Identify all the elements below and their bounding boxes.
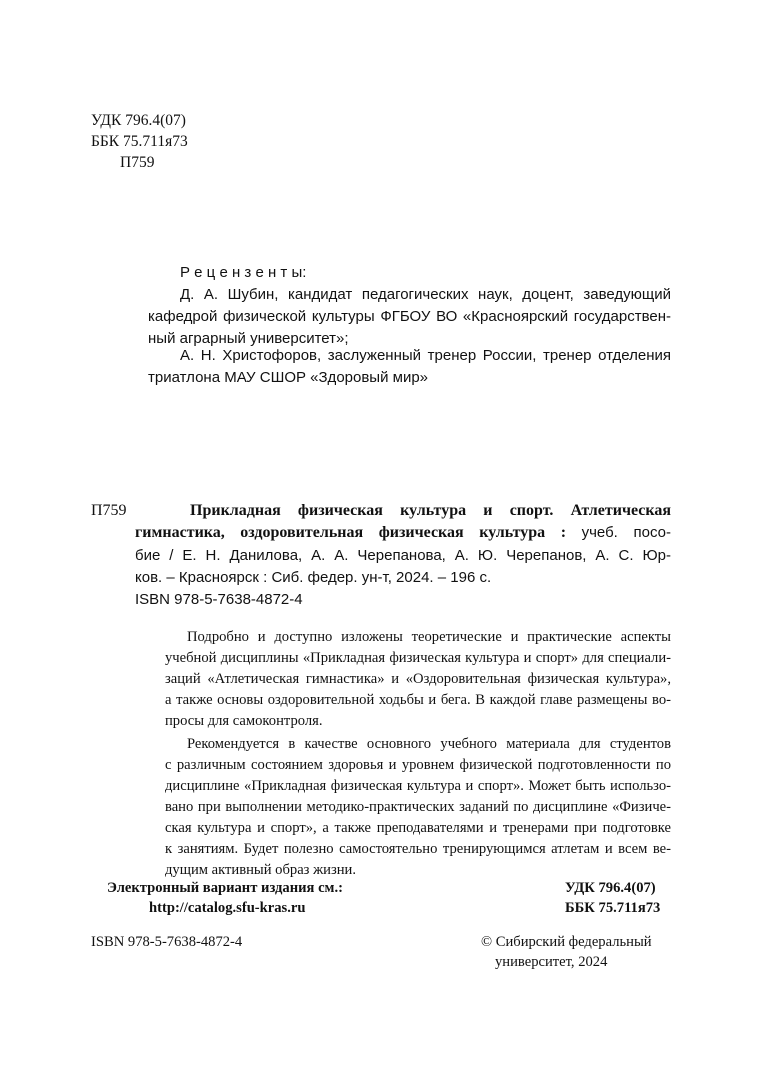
annotation-line: Рекомендуется в качестве основного учебного материала для студентов bbox=[187, 736, 671, 752]
biblio-title-line-2-bold: гимнастика, оздоровительная физическая культура : bbox=[135, 524, 567, 541]
biblio-publisher-line: ков. – Красноярск : Сиб. федер. ун-т, 2024. – 196 с. bbox=[135, 569, 492, 586]
reviewers-heading: Р е ц е н з е н т ы: bbox=[180, 264, 307, 281]
annotation-line: к занятиям. Будет полезно самостоятельно тренирующимся атлетам и всем ве- bbox=[165, 841, 671, 857]
biblio-authors-line: бие / Е. Н. Данилова, А. А. Черепанова, А. Ю. Черепанов, А. С. Юр- bbox=[135, 547, 671, 564]
reviewer-line: триатлона МАУ СШОР «Здоровый мир» bbox=[148, 369, 429, 386]
electronic-version-url[interactable]: http://catalog.sfu-kras.ru bbox=[149, 900, 306, 916]
biblio-isbn: ISBN 978-5-7638-4872-4 bbox=[135, 591, 303, 608]
bbk-code: ББК 75.711я73 bbox=[91, 133, 188, 150]
annotation-line: дущим активный образ жизни. bbox=[165, 862, 357, 878]
biblio-mark: П759 bbox=[91, 502, 127, 519]
biblio-title-line-2-rest: учеб. посо- bbox=[581, 524, 671, 541]
annotation-line: учебной дисциплины «Прикладная физическая культура и спорт» для специали- bbox=[165, 650, 671, 666]
reviewer-line: Д. А. Шубин, кандидат педагогических наук, доцент, заведующий bbox=[180, 286, 671, 303]
footer-bbk-code: ББК 75.711я73 bbox=[565, 900, 661, 916]
annotation-line: вано при выполнении методико-практических заданий по дисциплине «Физиче- bbox=[165, 799, 671, 815]
biblio-title-line-1: Прикладная физическая культура и спорт. Атлетическая bbox=[190, 502, 671, 519]
annotation-line: Подробно и доступно изложены теоретические и практические аспекты bbox=[187, 629, 671, 645]
reviewer-line: ный аграрный университет»; bbox=[148, 330, 349, 347]
reviewer-line: кафедрой физической культуры ФГБОУ ВО «Красноярский государствен- bbox=[148, 308, 671, 325]
annotation-line: а также основы оздоровительной ходьбы и бега. В каждой главе размещены во- bbox=[165, 692, 671, 708]
copyright-line-2: университет, 2024 bbox=[495, 954, 608, 970]
author-mark: П759 bbox=[120, 154, 155, 171]
annotation-line: просы для самоконтроля. bbox=[165, 713, 323, 729]
footer-isbn: ISBN 978-5-7638-4872-4 bbox=[91, 934, 243, 950]
annotation-line: дисциплине «Прикладная физическая культура и спорт». Может быть использо- bbox=[165, 778, 671, 794]
annotation-line: заций «Атлетическая гимнастика» и «Оздоровительная физическая культура», bbox=[165, 671, 671, 687]
footer-udk-code: УДК 796.4(07) bbox=[565, 880, 656, 896]
reviewer-line: А. Н. Христофоров, заслуженный тренер России, тренер отделения bbox=[180, 347, 671, 364]
electronic-version-label: Электронный вариант издания см.: bbox=[107, 880, 344, 896]
biblio-title-line-2 bbox=[135, 522, 671, 543]
copyright-line-1: © Сибирский федеральный bbox=[481, 934, 652, 950]
udk-code: УДК 796.4(07) bbox=[91, 112, 186, 129]
annotation-line: ская культура и спорт», а также преподавателями и тренерами при подготовке bbox=[165, 820, 671, 836]
annotation-line: с различным состоянием здоровья и уровнем физической подготовленности по bbox=[165, 757, 671, 773]
